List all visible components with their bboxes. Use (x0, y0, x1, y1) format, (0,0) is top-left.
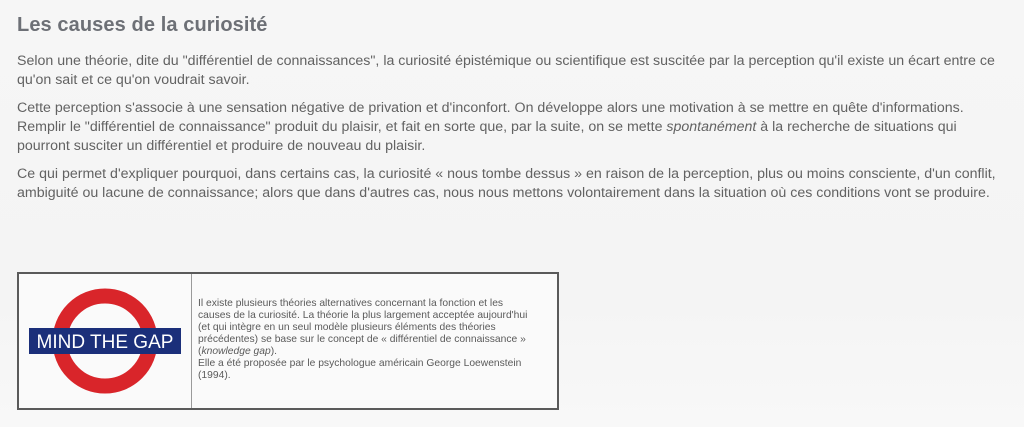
info-line-1: Il existe plusieurs théories alternatives concernant la fonction et les (198, 298, 504, 309)
info-text (192, 274, 557, 408)
paren-close: ). (270, 346, 278, 357)
paragraph-1: Selon une théorie, dite du "différentiel de connaissances", la curiosité épistémique ou scientifique est suscitée par la perception qu'il existe un écart entre ce qu'on sait et ce qu'on voudrait savoir. (17, 53, 995, 88)
info-line-6: Elle a été proposée par le psychologue américain George Loewenstein (198, 358, 522, 369)
info-line-3: (et qui intègre en un seul modèle plusieurs éléments des théories (198, 322, 496, 333)
page-title: Les causes de la curiosité (17, 14, 268, 36)
paragraph-2-end: à la recherche de situations qui pourront susciter un différentiel et produire de nouveau du plaisir. (17, 119, 957, 154)
paragraph-2-emphasis: spontanément (666, 119, 757, 135)
paren-open: ( (198, 346, 202, 357)
info-line-7: (1994). (198, 370, 231, 381)
info-line-2: causes de la curiosité. La théorie la plus largement acceptée aujourd'hui (198, 310, 528, 321)
mind-the-gap-logo (23, 286, 187, 396)
content (17, 14, 1012, 212)
paragraph-3: Ce qui permet d'expliquer pourquoi, dans certains cas, la curiosité « nous tombe dessus » en raison de la perception, plus ou moins consciente, d'un conflit, ambiguité ou lacune de connaissance; alors que dans d'autres cas, nous nous mettons volontairement dans la situation où ces conditions vont se produire. (17, 166, 996, 201)
paragraph-2-start: Cette perception s'associe à une sensation négative de privation et d'inconfort. On développe alors une motivation à se mettre en quête d'informations. Remplir le "différentiel de connaissance" produit du plaisir, et fait en sorte que, par la suite, on se mette (17, 100, 964, 135)
paragraph-2 (17, 99, 1012, 156)
logo-cell (19, 274, 192, 408)
logo-text: MIND THE GAP (36, 332, 174, 353)
info-box (17, 272, 559, 410)
knowledge-gap-term: knowledge gap (201, 346, 271, 357)
info-line-5 (198, 346, 547, 358)
info-line-4: précédentes) se base sur le concept de « différentiel de connaissance » (198, 334, 526, 345)
